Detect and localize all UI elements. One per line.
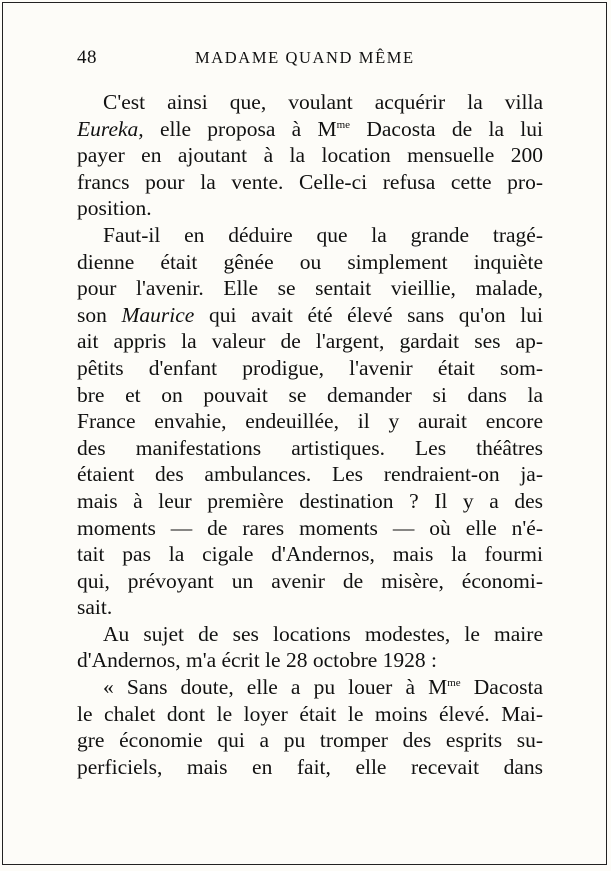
book-page [2, 2, 607, 865]
text-line: francs pour la vente. Celle-ci refusa cette pro- [77, 169, 543, 194]
text-line: mais à leur première destination ? Il y a des [77, 488, 543, 513]
text-line: gre économie qui a pu tromper des esprits su- [77, 728, 543, 753]
text-line: qui, prévoyant un avenir de misère, économi- [77, 568, 543, 593]
text-line: d'Andernos, m'a écrit le 28 octobre 1928 : [77, 648, 438, 673]
text-line: « Sans doute, elle a pu louer à $M^{me}$ Dacosta [103, 675, 543, 700]
superscript: me [336, 118, 351, 131]
text-line: bre et on pouvait se demander si dans la [77, 382, 543, 407]
text-line: son Maurice qui avait été élevé sans qu'on lui [77, 302, 543, 327]
text-line: Au sujet de ses locations modestes, le maire [103, 621, 543, 646]
text-line: des manifestations artistiques. Les théâtres [77, 435, 543, 460]
text-line: sait. [77, 595, 113, 620]
superscript: me [447, 677, 461, 690]
text-line: dienne était gênée ou simplement inquiète [77, 249, 543, 274]
text-line: étaient des ambulances. Les rendraient-on ja- [77, 462, 543, 487]
text-line: Eureka, elle proposa à $M^{me}$ Dacosta de la lui [77, 116, 543, 141]
text-line: Faut-il en déduire que la grande tragé- [103, 222, 543, 247]
italic-name: Maurice [121, 302, 195, 327]
text-line: C'est ainsi que, voulant acquérir la villa [103, 90, 543, 114]
text-line: moments — de rares moments — où elle n'é- [77, 515, 543, 540]
running-title: MADAME QUAND MÊME [195, 48, 415, 67]
text-line: perficiels, mais en fait, elle recevait dans [77, 754, 543, 779]
text-line: payer en ajoutant à la location mensuelle 200 [77, 143, 543, 168]
body-text [77, 89, 543, 780]
text-line: pour l'avenir. Elle se sentait vieillie, malade, [77, 276, 543, 301]
text-line: tait pas la cigale d'Andernos, mais la fourmi [77, 542, 543, 567]
text-line: le chalet dont le loyer était le moins élevé. Mai- [77, 701, 543, 726]
text-line: France envahie, endeuillée, il y aurait encore [77, 409, 543, 434]
text-line: position. [77, 196, 152, 221]
page-number: 48 [77, 47, 97, 68]
text-line: pêtits d'enfant prodigue, l'avenir était som- [77, 355, 543, 380]
italic-title: Eureka, [77, 116, 144, 141]
page-header [77, 47, 543, 75]
text-line: ait appris la valeur de l'argent, gardait ses ap- [77, 329, 543, 354]
